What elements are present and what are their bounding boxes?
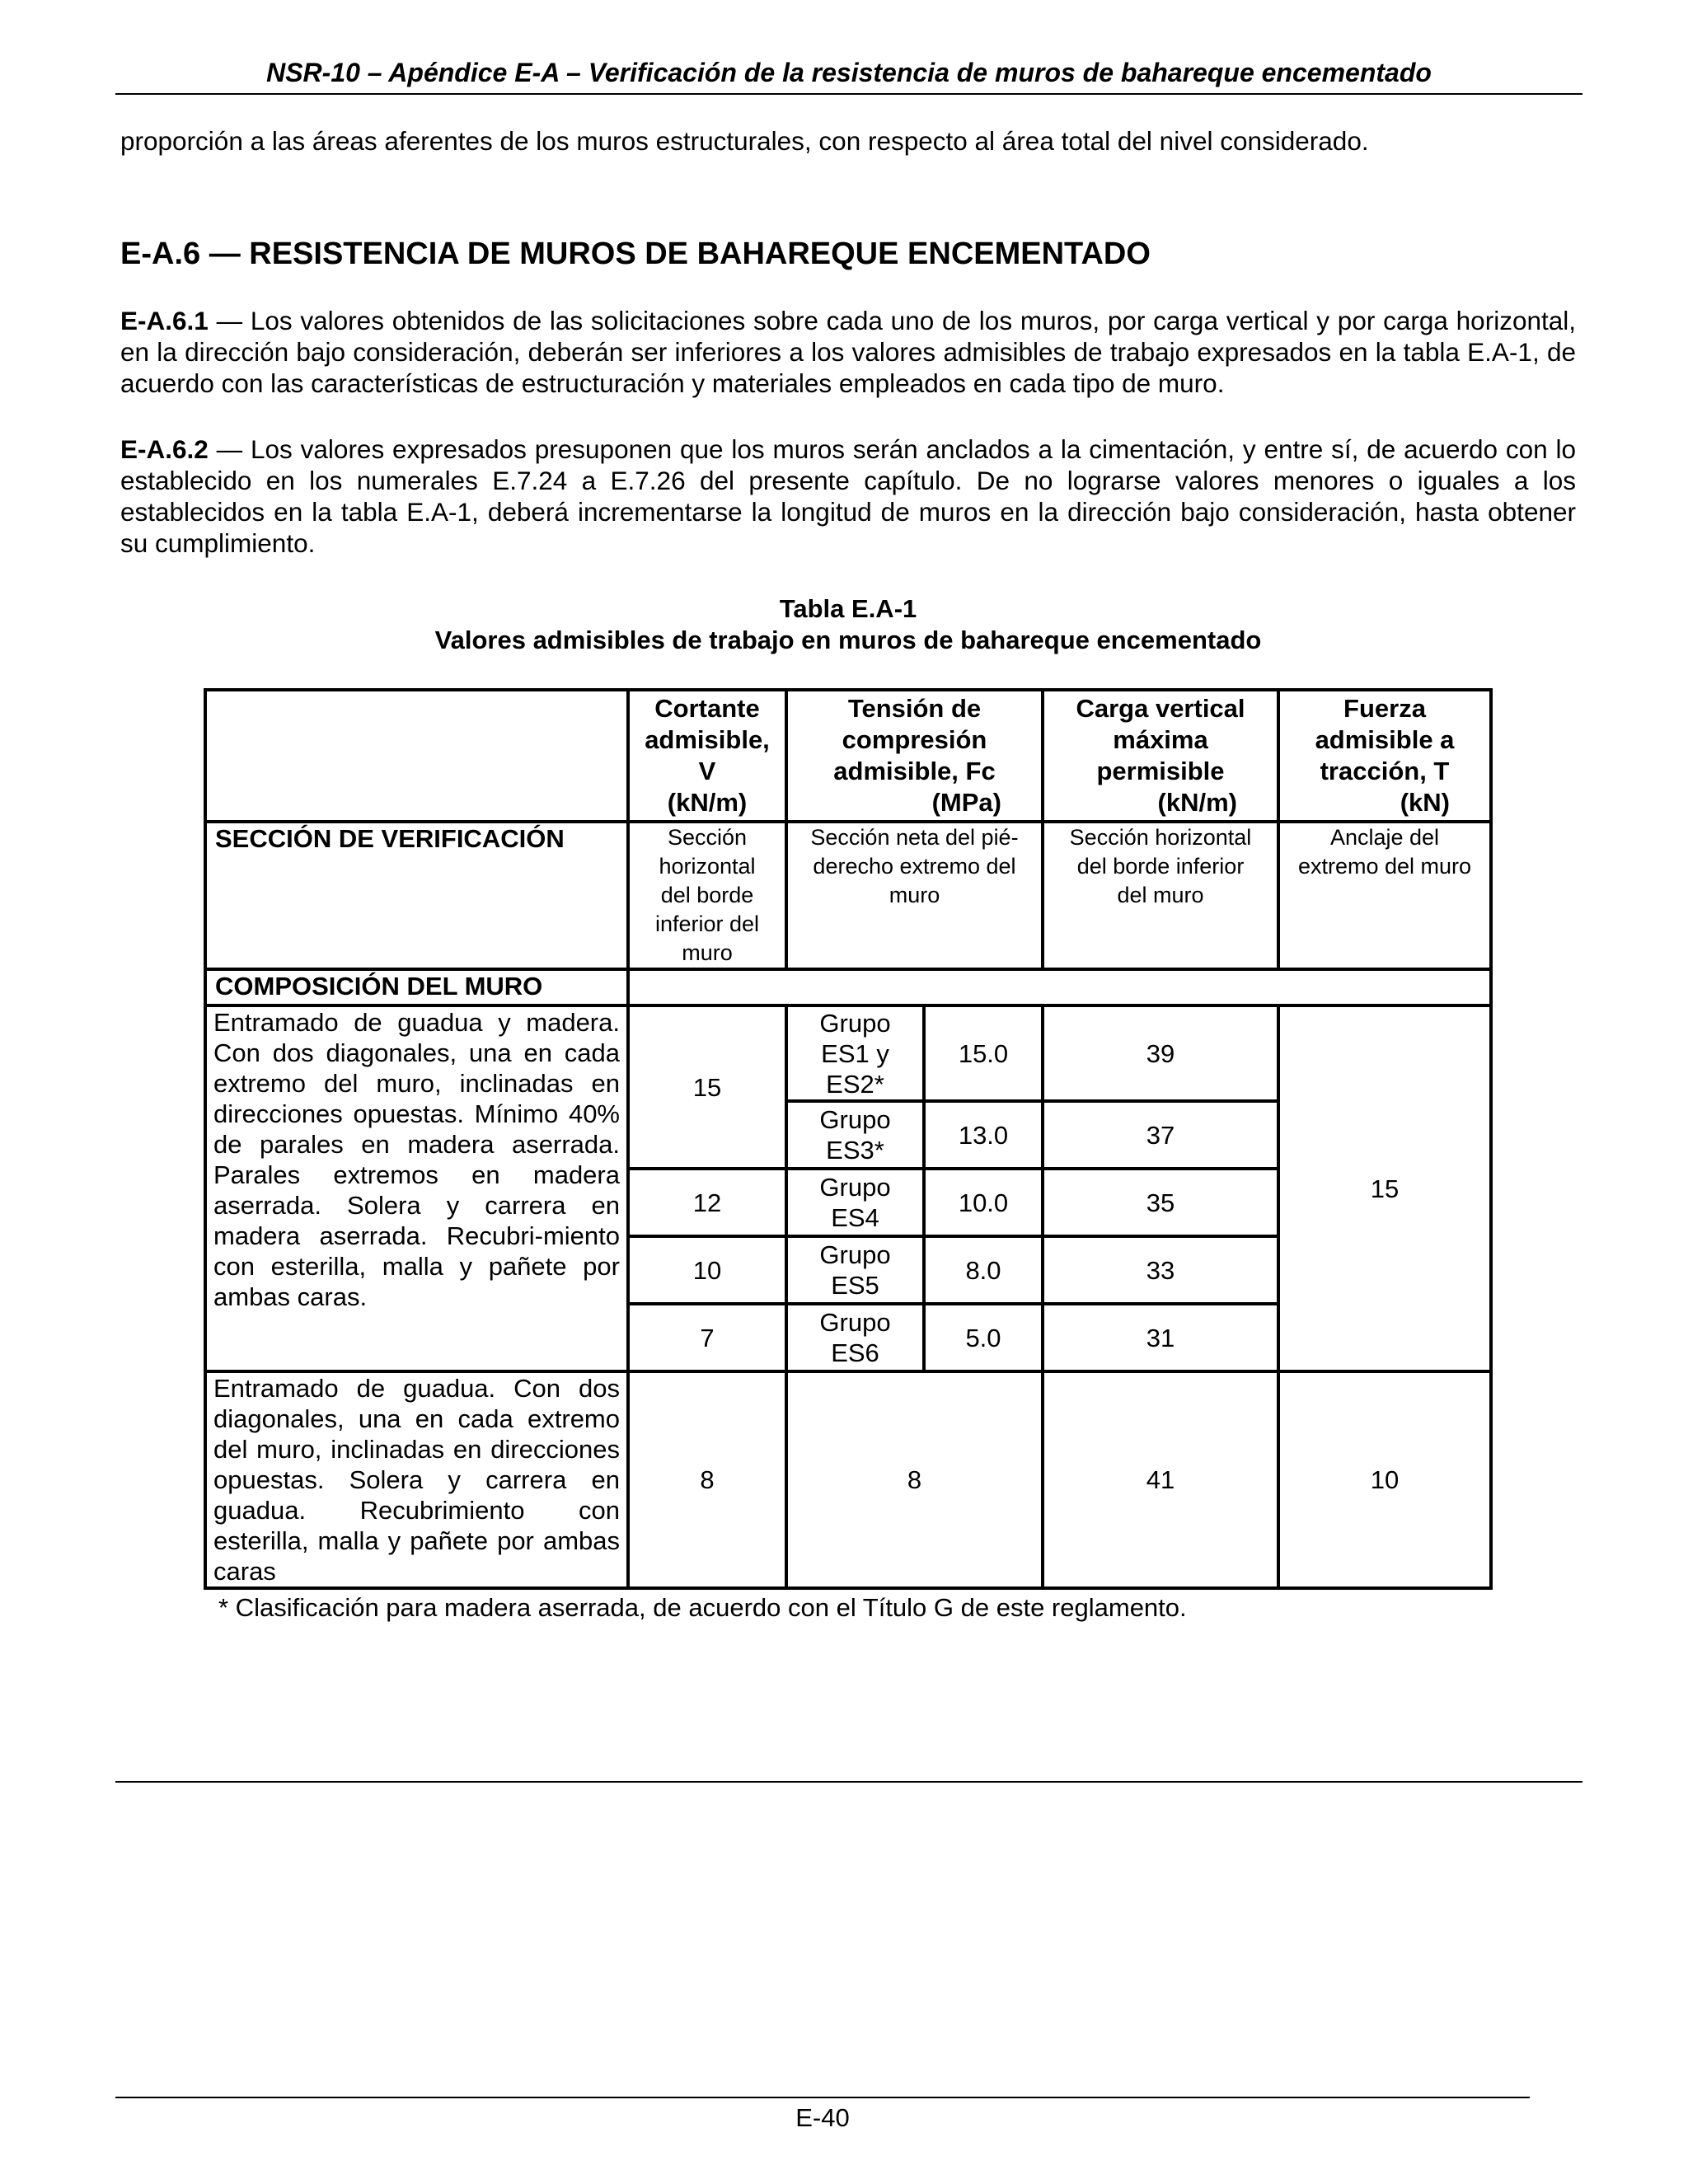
verification-fuerza: Anclaje del extremo del muro [1278,822,1491,969]
wall2-carga: 41 [1043,1371,1278,1588]
cortante-cell: 12 [628,1169,786,1236]
paragraph-dash: — [208,306,251,335]
composition-empty-cell [628,969,1491,1005]
table-caption-title: Valores admisibles de trabajo en muros de bahareque encementado [434,626,1262,654]
header-tension: Tensión de compresión admisible, Fc (MPa) [786,690,1043,822]
header-fuerza: Fuerza admisible a tracción, T (kN) [1278,690,1491,822]
carga-cell: 39 [1043,1005,1278,1101]
verification-row [205,822,1491,969]
carga-cell: 31 [1043,1304,1278,1371]
grupo-cell: Grupo ES1 y ES2* [786,1005,924,1101]
table-footnote: * Clasificación para madera aserrada, de acuerdo con el Título G de este reglamento. [218,1593,1187,1622]
table-row [205,1371,1491,1588]
wall2-tension: 8 [786,1371,1043,1588]
footer-rule-top [115,1781,1582,1783]
composition-label: COMPOSICIÓN DEL MURO [205,969,628,1005]
verification-cortante: Sección horizontal del borde inferior del muro [628,822,786,969]
wall2-traccion: 10 [1278,1371,1491,1588]
paragraph-e-a-6-1 [120,305,1576,399]
continuation-paragraph: proporción a las áreas aferentes de los muros estructurales, con respecto al área total del nivel considerado. [120,126,1369,156]
paragraph-text: Los valores expresados presuponen que los muros serán anclados a la cimentación, y entre sí, de acuerdo con lo establecido en los numerales E.7.24 a E.7.26 del presente capítulo. De no lograrse valores menores o iguales a los establecidos en la tabla E.A-1, deberá incrementarse la longitud de muros en la dirección bajo consideración, hasta obtener su cumplimiento. [120,434,1576,558]
paragraph-number: E-A.6.2 [120,434,209,464]
section-heading: E-A.6 — RESISTENCIA DE MUROS DE BAHAREQUE ENCEMENTADO [120,237,1151,271]
verification-label: SECCIÓN DE VERIFICACIÓN [205,822,628,969]
paragraph-text: Los valores obtenidos de las solicitaciones sobre cada uno de los muros, por carga vertical y por carga horizontal, en la dirección bajo consideración, deberán ser inferiores a los valores admisibles de trabajo expresados en la tabla E.A-1, de acuerdo con las características de estructuración y materiales empleados en cada tipo de muro. [120,306,1576,398]
paragraph-number: E-A.6.1 [120,306,209,335]
header-rule [115,93,1582,95]
table-caption-number: Tabla E.A-1 [779,594,917,623]
fc-cell: 15.0 [924,1005,1043,1101]
fc-cell: 8.0 [924,1236,1043,1304]
carga-cell: 33 [1043,1236,1278,1304]
wall1-description: Entramado de guadua y madera. Con dos diagonales, una en cada extremo del muro, inclinadas en direcciones opuestas. Mínimo 40% de parales en madera aserrada. Parales extremos en madera aserrada. Solera y carrera en madera aserrada. Recubri-miento con esterilla, malla y pañete por ambas caras. [205,1005,628,1371]
cortante-cell: 10 [628,1236,786,1304]
grupo-cell: Grupo ES4 [786,1169,924,1236]
table-e-a-1 [204,688,1493,1590]
table-header-row [205,690,1491,822]
header-carga: Carga vertical máxima permisible (kN/m) [1043,690,1278,822]
fc-cell: 5.0 [924,1304,1043,1371]
paragraph-e-a-6-2 [120,434,1576,559]
wall1-cortante-15: 15 [628,1005,786,1169]
verification-carga: Sección horizontal del borde inferior del muro [1043,822,1278,969]
page-number: E-40 [795,2103,850,2132]
header-empty-cell [205,690,628,822]
grupo-cell: Grupo ES3* [786,1101,924,1169]
header-cortante: Cortante admisible, V (kN/m) [628,690,786,822]
carga-cell: 35 [1043,1169,1278,1236]
verification-tension: Sección neta del pié- derecho extremo del muro [786,822,1043,969]
carga-cell: 37 [1043,1101,1278,1169]
running-header: NSR-10 – Apéndice E-A – Verificación de la resistencia de muros de bahareque encementado [266,58,1432,87]
wall2-description: Entramado de guadua. Con dos diagonales, una en cada extremo del muro, inclinadas en direcciones opuestas. Solera y carrera en guadua. Recubrimiento con esterilla, malla y pañete por ambas caras [205,1371,628,1588]
wall1-traccion: 15 [1278,1005,1491,1371]
grupo-cell: Grupo ES6 [786,1304,924,1371]
cortante-cell: 7 [628,1304,786,1371]
wall2-cortante: 8 [628,1371,786,1588]
composition-row [205,969,1491,1005]
fc-cell: 13.0 [924,1101,1043,1169]
table-row [205,1005,1491,1101]
fc-cell: 10.0 [924,1169,1043,1236]
footer-rule-bottom [115,2097,1530,2098]
paragraph-dash: — [208,434,251,464]
grupo-cell: Grupo ES5 [786,1236,924,1304]
